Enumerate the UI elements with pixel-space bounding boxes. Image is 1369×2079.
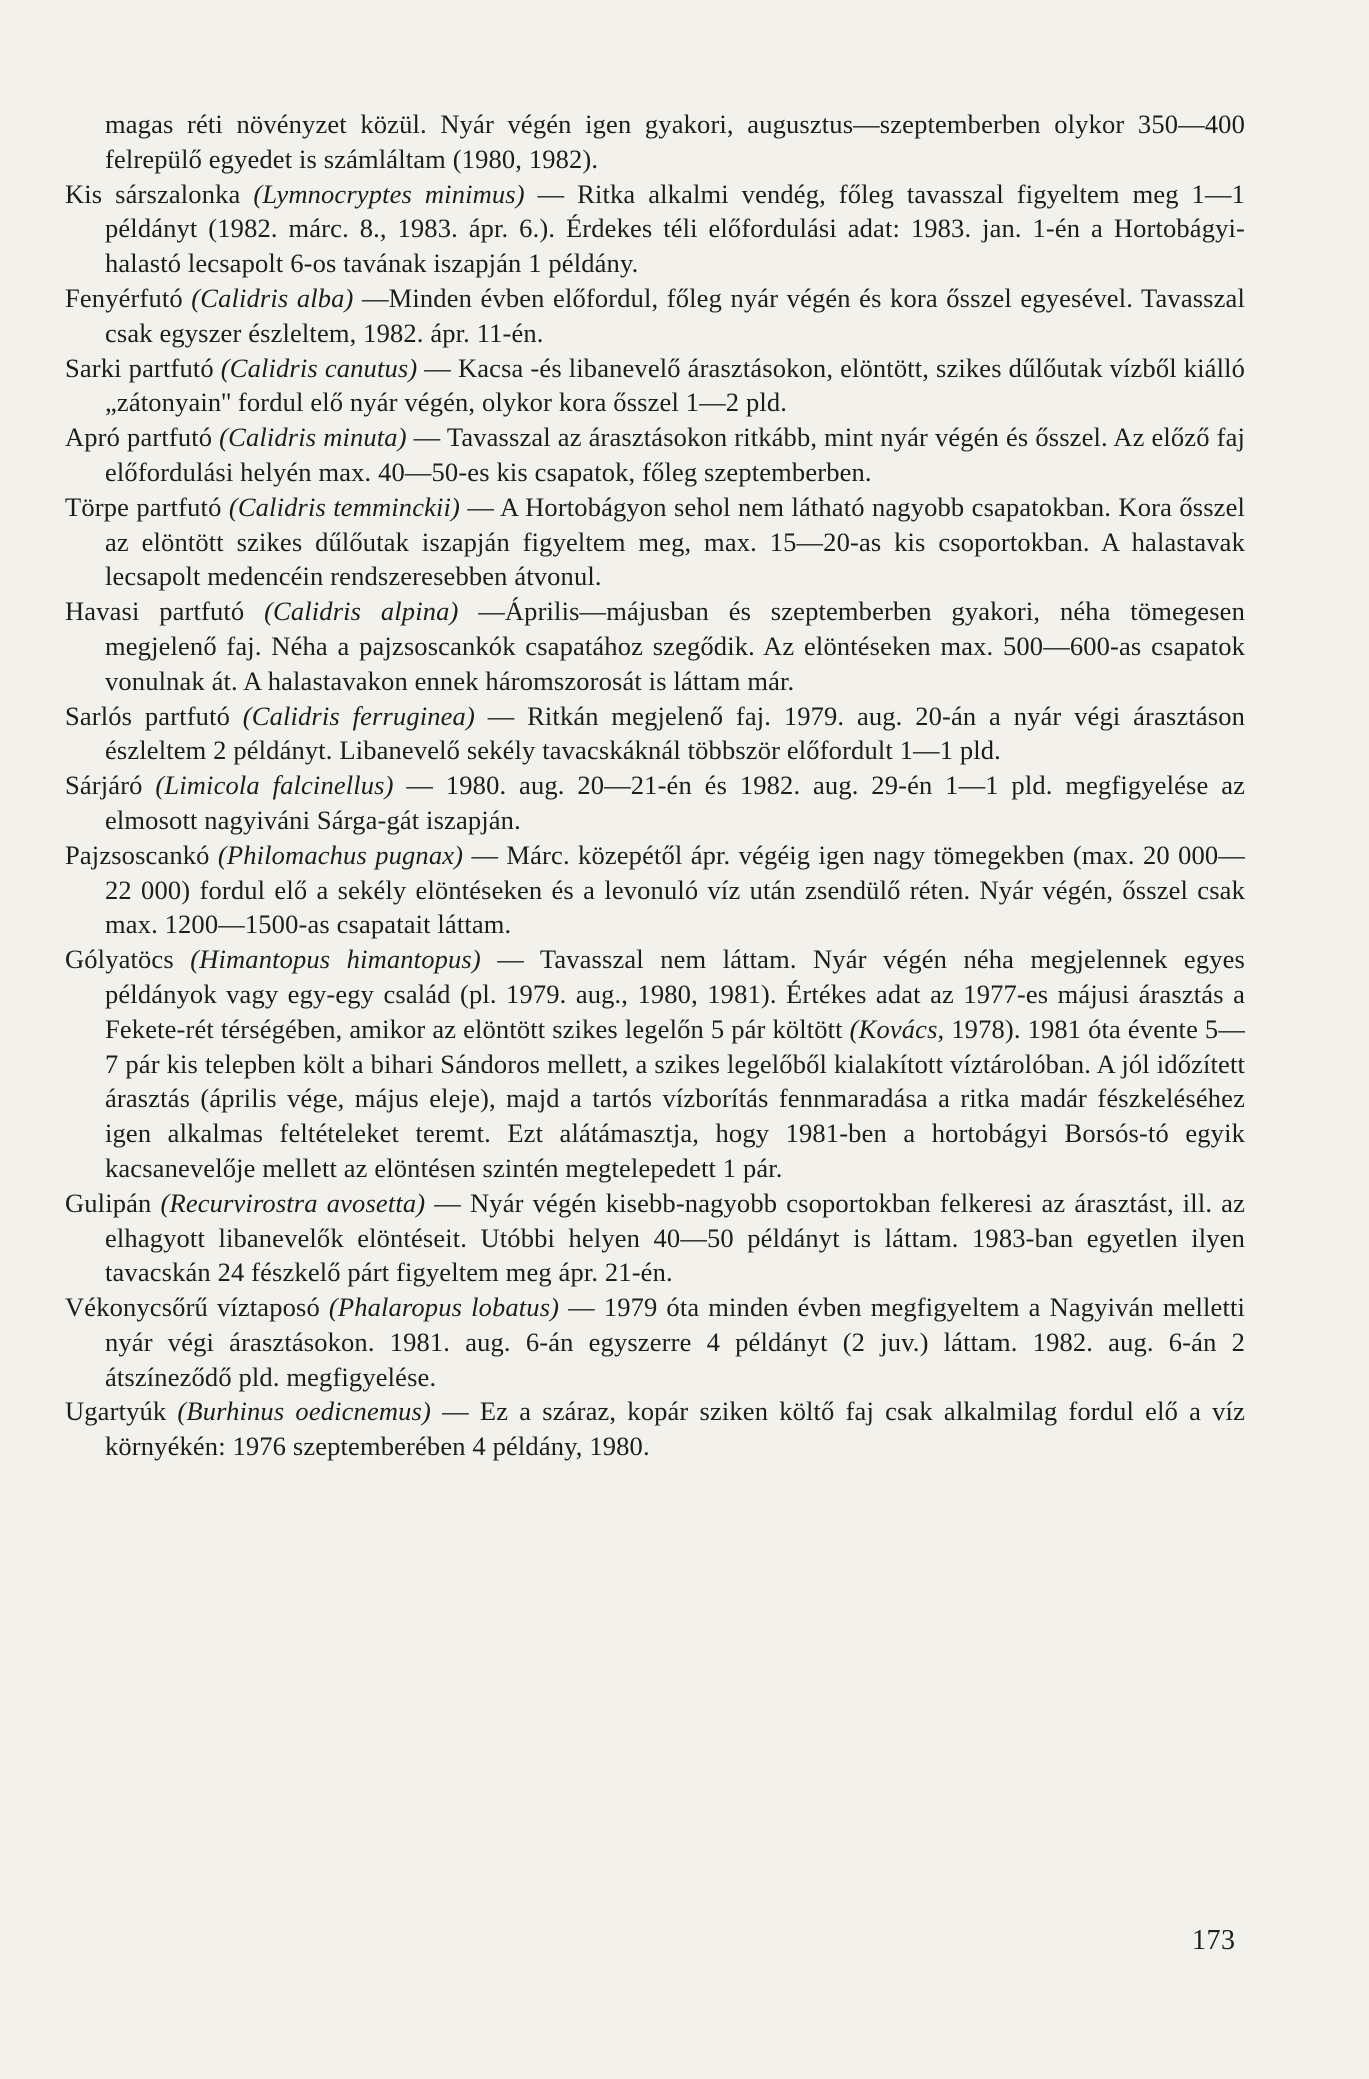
species-name: Gulipán <box>65 1187 152 1218</box>
species-entry <box>65 177 1245 281</box>
species-entry <box>65 420 1245 490</box>
species-latin-name: (Recurvirostra avosetta) <box>160 1187 426 1218</box>
species-latin-name: (Limicola falcinellus) <box>155 770 394 801</box>
species-text: — 1979 óta minden évben megfigyeltem a Nagyiván melletti nyár végi árasztásokon. 1981. aug. 6-án egyszerre 4 példányt (2 juv.) láttam. 1982. aug. 6-án 2 átszíneződő pld. megfigyelése. <box>105 1292 1245 1392</box>
page-body <box>65 107 1245 1464</box>
species-name: Fenyérfutó <box>65 282 183 313</box>
species-latin-name: (Calidris temminckii) <box>228 491 461 522</box>
intro-paragraph: magas réti növényzet közül. Nyár végén igen gyakori, augusztus—szeptemberben olykor 350—400 felrepülő egyedet is számláltam (1980, 1982). <box>105 109 1245 174</box>
species-name: Sárjáró <box>65 770 143 801</box>
species-latin-name: (Burhinus oedicnemus) <box>177 1396 431 1427</box>
species-text: — Ritka alkalmi vendég, főleg tavasszal figyeltem meg 1—1 példányt (1982. márc. 8., 1983. ápr. 6.). Érdekes téli előfordulási adat: 1983. jan. 1-én a Hortobágyi-halastó lecsapolt 6-os tavának iszapján 1 példány. <box>105 178 1245 279</box>
species-entry <box>65 351 1245 421</box>
species-entry <box>65 281 1245 351</box>
species-entry <box>65 1186 1245 1290</box>
species-entry <box>65 838 1245 942</box>
species-entry <box>65 594 1245 698</box>
species-latin-name: (Calidris canutus) <box>220 352 418 383</box>
species-entry <box>65 1394 1245 1464</box>
species-text: — 1980. aug. 20—21-én és 1982. aug. 29-én 1—1 pld. megfigyelése az elmosott nagyiváni Sárga-gát iszapján. <box>105 770 1246 835</box>
species-name: Gólyatöcs <box>65 944 174 975</box>
species-entry <box>65 1290 1245 1394</box>
species-latin-name: (Himantopus himantopus) <box>190 944 481 975</box>
species-name: Ugartyúk <box>65 1396 167 1427</box>
species-text: —Minden évben előfordul, főleg nyár végén és kora ősszel egyesével. Tavasszal csak egyszer észleltem, 1982. ápr. 11-én. <box>105 282 1245 348</box>
species-name: Törpe partfutó <box>65 491 222 522</box>
citation-author: (Kovács, <box>849 1013 945 1044</box>
species-latin-name: (Lymnocryptes minimus) <box>253 178 525 209</box>
species-name: Kis sárszalonka <box>65 178 241 209</box>
species-text: — Márc. közepétől ápr. végéig igen nagy tömegekben (max. 20 000—22 000) fordul elő a sekély elöntéseken és a levonuló víz után zsendülő réten. Nyár végén, ősszel csak max. 1200—1500-as csapatait láttam. <box>105 839 1245 940</box>
species-name: Vékonycsőrű víztaposó <box>65 1292 320 1323</box>
species-text: — Ritkán megjelenő faj. 1979. aug. 20-án a nyár végi árasztáson észleltem 2 példányt. Libanevelő sekély tavacskáknál többször előfordult 1—1 pld. <box>105 700 1245 766</box>
species-text: — Nyár végén kisebb-nagyobb csoportokban felkeresi az árasztást, ill. az elhagyott libanevelők elöntéseit. Utóbbi helyen 40—50 példányt is láttam. 1983-ban egyetlen ilyen tavacskán 24 fészkelő párt figyeltem meg ápr. 21-én. <box>105 1187 1246 1288</box>
species-name: Apró partfutó <box>65 422 213 453</box>
species-text: — Tavasszal az árasztásokon ritkább, mint nyár végén és ősszel. Az előző faj előfordulási helyén max. 40—50-es kis csapatok, főleg szeptemberben. <box>105 422 1246 487</box>
species-text: — A Hortobágyon sehol nem látható nagyobb csapatokban. Kora ősszel az elöntött szikes dűlőutak iszapján figyeltem meg, max. 15—20-as kis csoportokban. A halastavak lecsapolt medencéin rendszeresebben átvonul. <box>105 491 1246 592</box>
species-entry <box>65 942 1245 1186</box>
species-entry <box>65 490 1245 594</box>
species-text: — Ez a száraz, kopár sziken költő faj csak alkalmilag fordul elő a víz környékén: 1976 szeptemberében 4 példány, 1980. <box>105 1396 1245 1462</box>
species-latin-name: (Philomachus pugnax) <box>217 839 464 870</box>
species-latin-name: (Phalaropus lobatus) <box>328 1292 560 1323</box>
species-name: Sarki partfutó <box>65 352 214 383</box>
species-text: — Tavasszal nem láttam. Nyár végén néha megjelennek egyes példányok vagy egy-egy család (pl. 1979. aug., 1980, 1981). Értékes adat az 1977-es májusi árasztás a Fekete-rét térségében, amikor az elöntött szikes legelőn 5 pár költött <box>105 944 1246 1044</box>
species-latin-name: (Calidris alpina) <box>264 596 459 627</box>
species-latin-name: (Calidris alba) <box>191 282 354 313</box>
species-text-continued: 1978). 1981 óta évente 5—7 pár kis telepben költ a bihari Sándoros mellett, a szikes legelőből kialakított víztárolóban. A jól időzített árasztás (április vége, május eleje), majd a tartós vízborítás fennmaradása a ritka madár fészkeléséhez igen alkalmas feltételeket teremt. Ezt alátámasztja, hogy 1981-ben a hortobágyi Borsós-tó egyik kacsanevelője mellett az elöntésen szintén megtelepedett 1 pár. <box>105 1013 1245 1183</box>
species-name: Pajzsoscankó <box>65 839 210 870</box>
species-name: Sarlós partfutó <box>65 700 230 731</box>
species-text: —Április—májusban és szeptemberben gyakori, néha tömegesen megjelenő faj. Néha a pajzsoscankók csapatához szegődik. Az elöntéseken max. 500—600-as csapatok vonulnak át. A halastavakon ennek háromszorosát is láttam már. <box>105 596 1245 696</box>
species-entry <box>65 768 1245 838</box>
species-latin-name: (Calidris minuta) <box>219 422 407 453</box>
species-text: — Kacsa -és libanevelő árasztásokon, elöntött, szikes dűlőutak vízből kiálló „zátonyain'' fordul elő nyár végén, olykor kora ősszel 1—2 pld. <box>105 352 1245 418</box>
page-number: 173 <box>1192 1925 1236 1956</box>
species-latin-name: (Calidris ferruginea) <box>242 700 475 731</box>
species-entry <box>65 699 1245 769</box>
species-name: Havasi partfutó <box>65 596 245 627</box>
